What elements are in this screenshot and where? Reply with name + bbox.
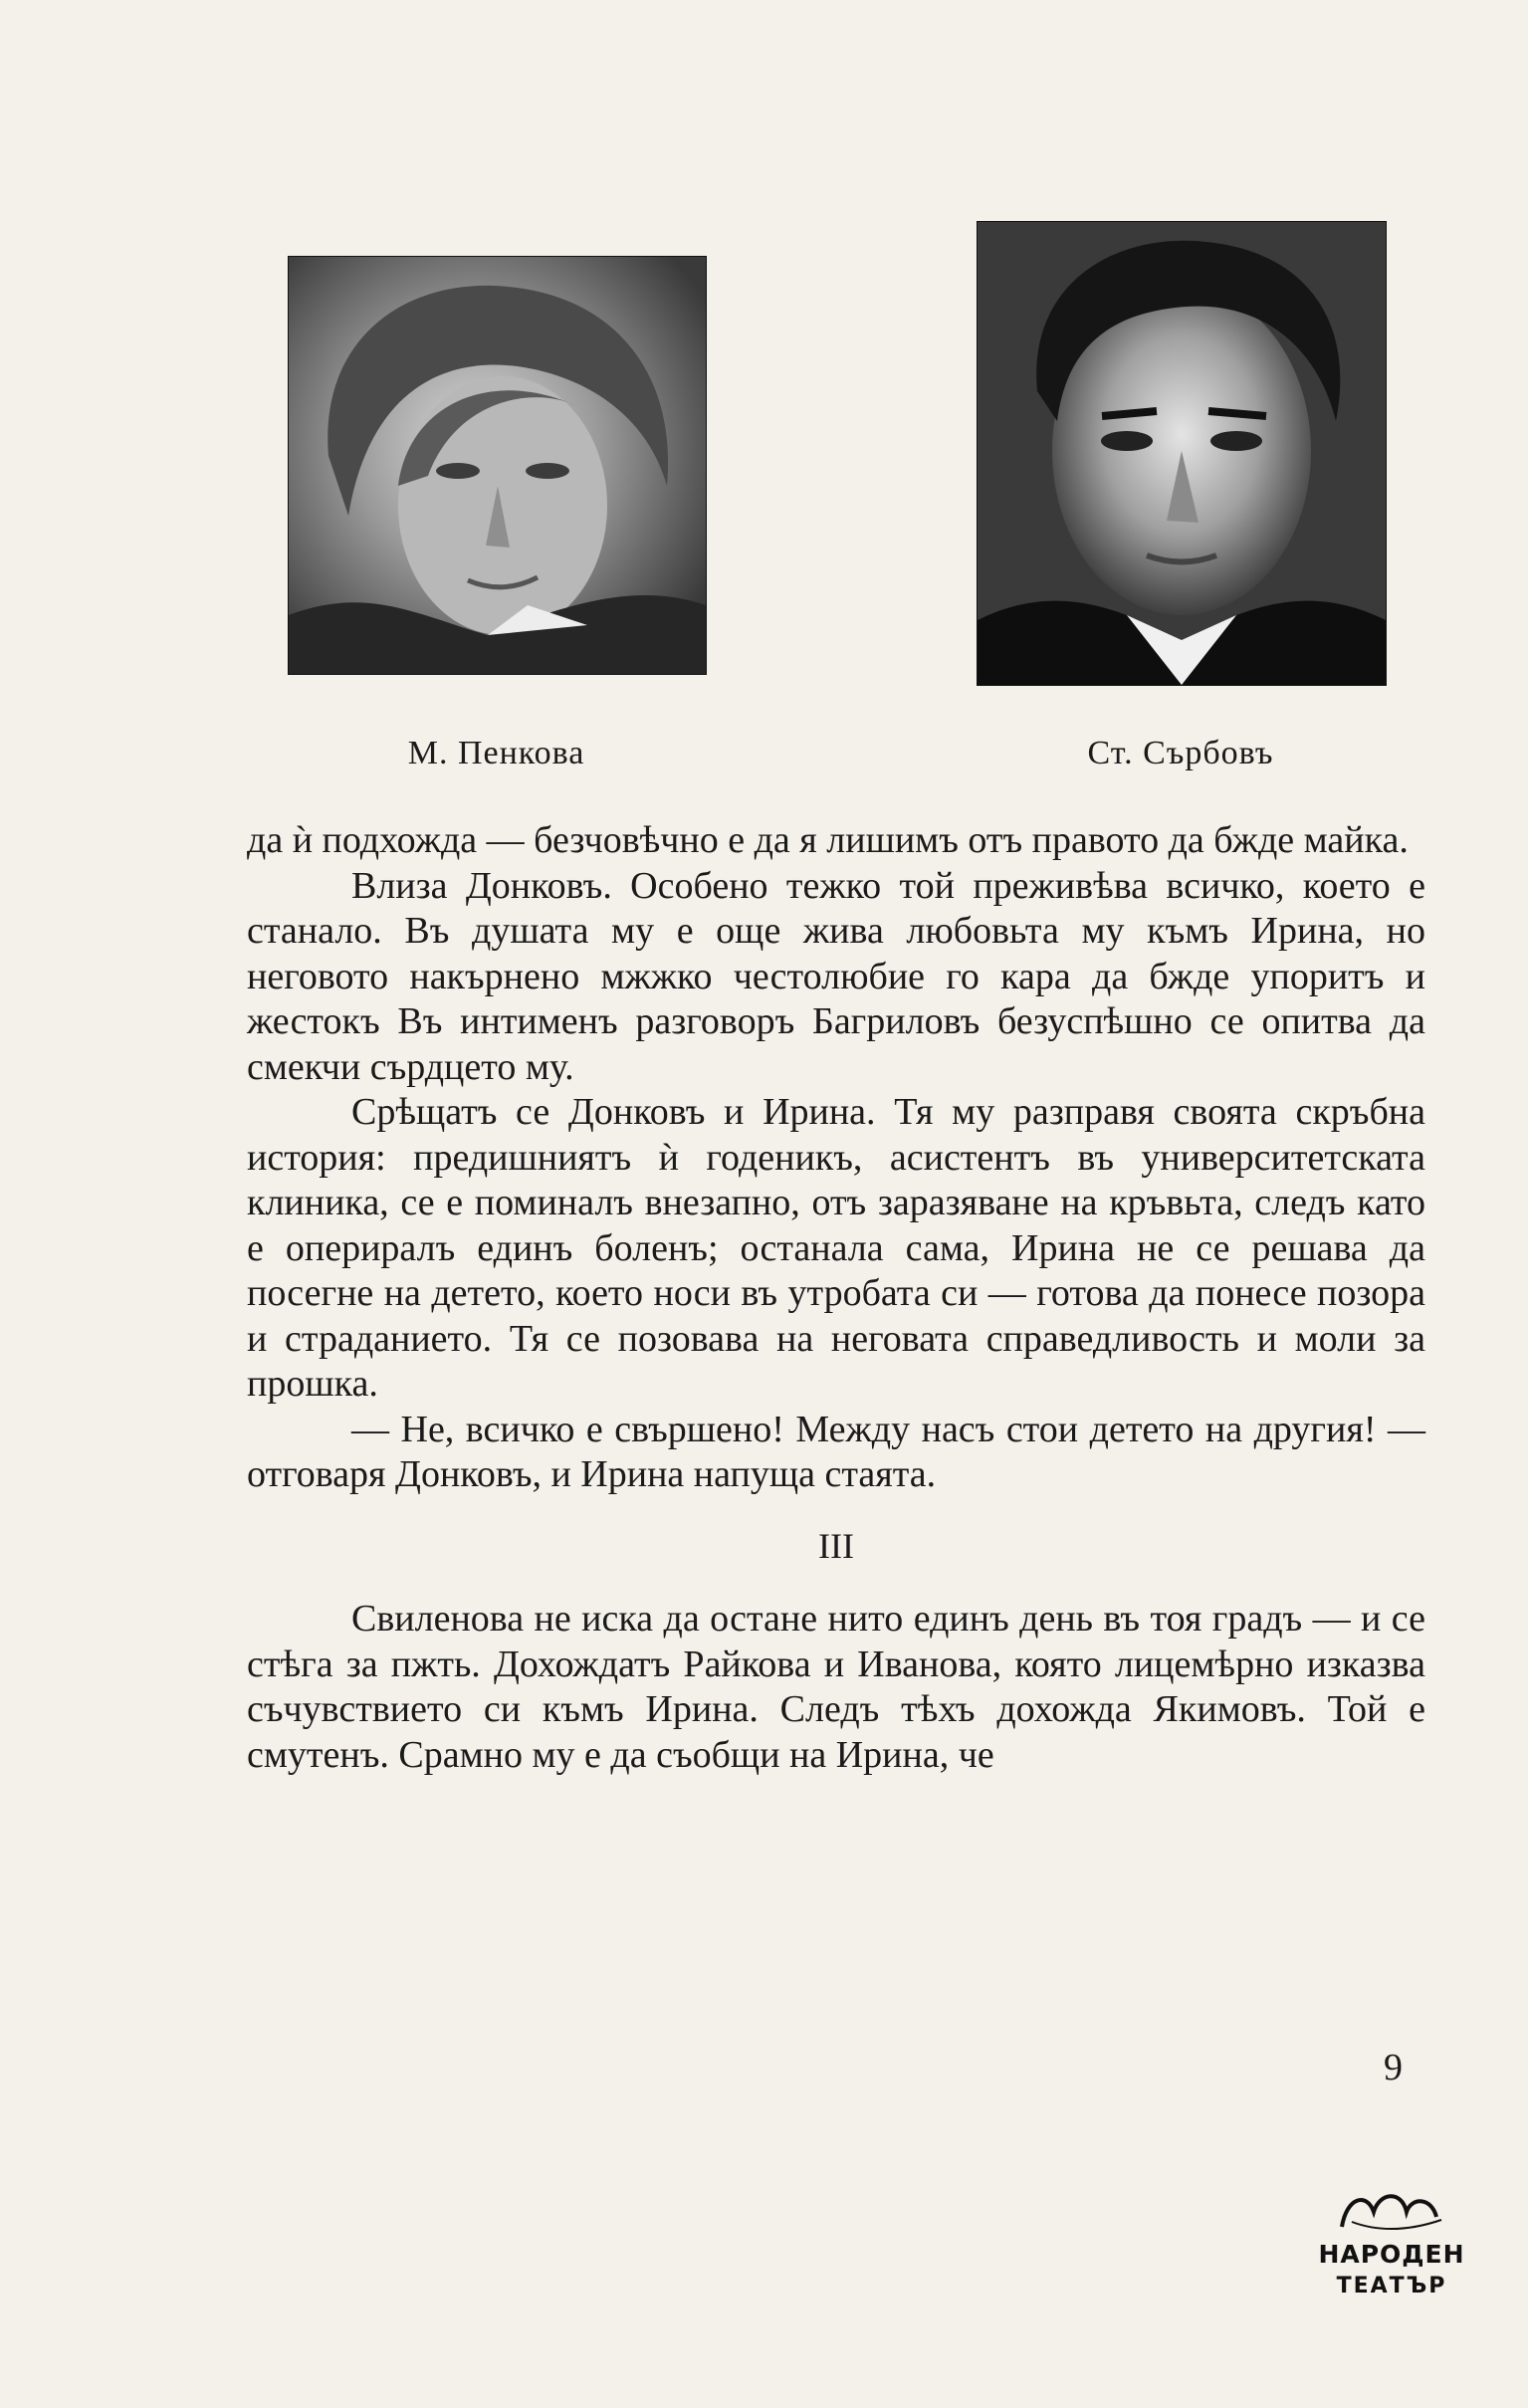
photo-caption-right: Ст. Сърбовъ <box>1087 735 1274 771</box>
logo-line-2: ТЕАТЪР <box>1336 2274 1447 2299</box>
paragraph-4: — Не, всичко е свършено! Между насъ стои детето на другия! — отговаря Донковъ, и Ирина напуща стаята. <box>247 1408 1425 1495</box>
paragraph-2: Влиза Донковъ. Особено тежко той преживѣва всичко, което е станало. Въ душата му е още жива любовьта му къмъ Ирина, но неговото накърнено мжжко честолюбие го кара да бжде упоритъ и жестокъ Въ интименъ разговоръ Багриловъ безуспѣшно се опитва да смекчи сърдцето му. <box>247 864 1425 1088</box>
main-text <box>247 818 1425 1778</box>
logo-line-1: НАРОДЕН <box>1318 2240 1465 2269</box>
theatre-logo <box>1312 2182 1471 2311</box>
paragraph-5: Свиленова не иска да остане нито единъ день въ тоя градъ — и се стѣга за пжть. Дохождатъ Райкова и Иванова, която лицемѣрно изказва съчувствието си къмъ Ирина. Следъ тѣхъ дохожда Якимовъ. Той е смутенъ. Срамно му е да съобщи на Ирина, че <box>247 1598 1425 1776</box>
page-number: 9 <box>1384 2047 1403 2088</box>
signature-mark <box>1342 2196 1436 2227</box>
paragraph-1: да ѝ подхожда — безчовѣчно е да я лишимъ отъ правото да бжде майка. <box>247 819 1409 861</box>
section-number: III <box>818 1525 854 1566</box>
photo-caption-left: М. Пенкова <box>407 735 585 771</box>
portrait-photo-penkova <box>288 256 707 675</box>
portrait-photo-sarbov <box>977 221 1387 686</box>
paragraph-3: Срѣщатъ се Донковъ и Ирина. Тя му разправя своята скръбна история: предишниятъ ѝ годеникъ, асистентъ въ университетската клиника, се е поминалъ внезапно, отъ заразяване на кръвьта, следъ като е опериралъ единъ боленъ; останала сама, Ирина не се решава да посегне на детето, което носи въ утробата си — готова да понесе позора и страданието. Тя се позовава на неговата справедливость и моли за прошка. <box>247 1091 1425 1405</box>
